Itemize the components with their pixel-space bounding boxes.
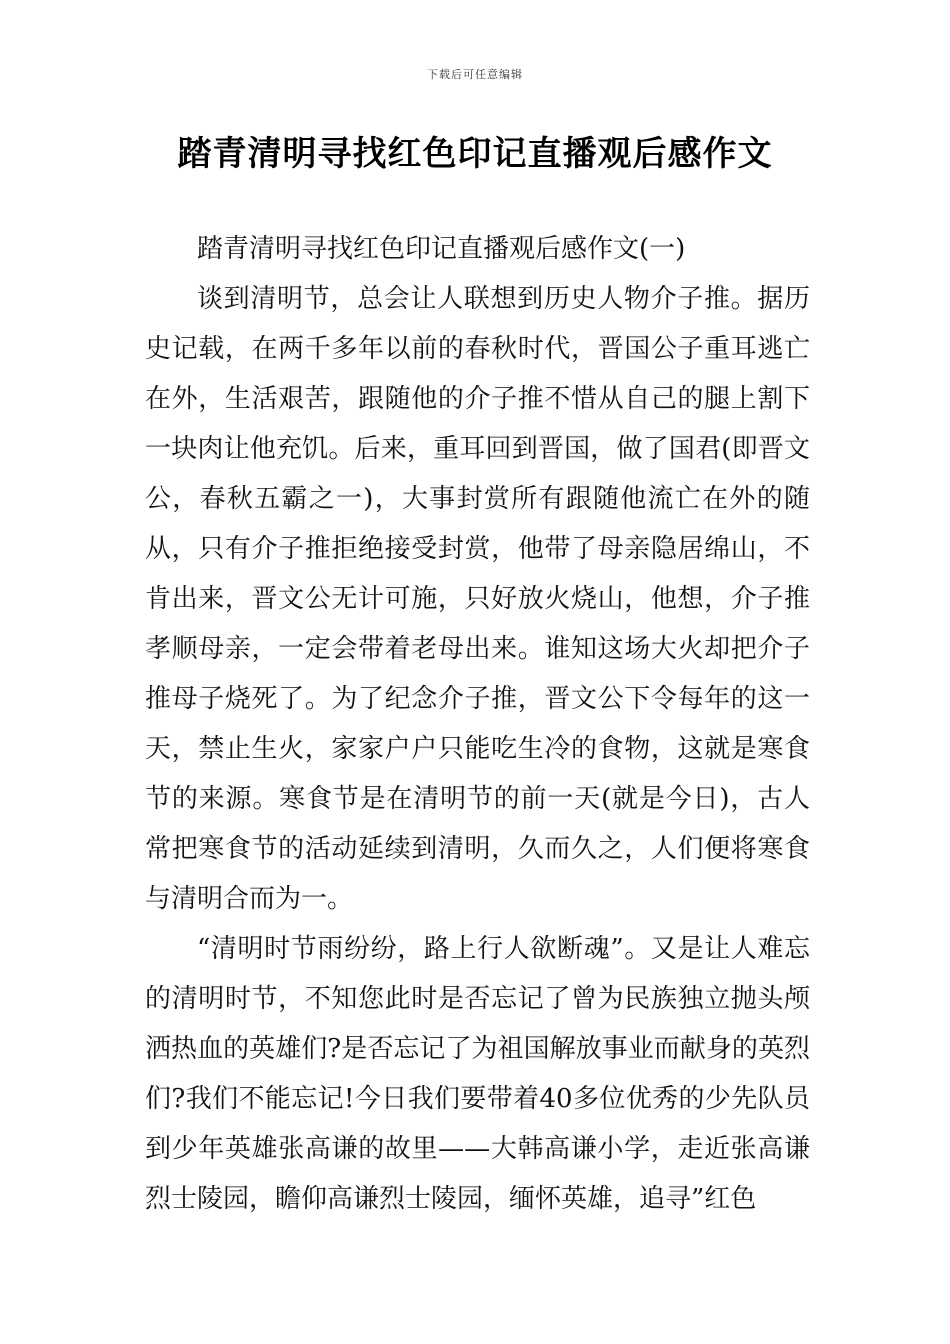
document-body [145, 224, 810, 1224]
header-note: 下载后可任意编辑 [427, 68, 523, 81]
paragraph: 谈到清明节，总会让人联想到历史人物介子推。据历史记载，在两千多年以前的春秋时代，晋国公子重耳逃亡在外，生活艰苦，跟随他的介子推不惜从自己的腿上割下一块肉让他充饥。后来，重耳回到晋国，做了国君(即晋文公，春秋五霸之一)，大事封赏所有跟随他流亡在外的随从，只有介子推拒绝接受封赏，他带了母亲隐居绵山，不肯出来，晋文公无计可施，只好放火烧山，他想，介子推孝顺母亲，一定会带着老母出来。谁知这场大火却把介子推母子烧死了。为了纪念介子推，晋文公下令每年的这一天，禁止生火，家家户户只能吃生冷的食物，这就是寒食节的来源。寒食节是在清明节的前一天(就是今日)，古人常把寒食节的活动延续到清明，久而久之，人们便将寒食与清明合而为一。 [145, 284, 810, 914]
document-title: 踏青清明寻找红色印记直播观后感作文 [177, 134, 773, 174]
section-subtitle: 踏青清明寻找红色印记直播观后感作文(一) [197, 234, 686, 264]
paragraph: “清明时节雨纷纷，路上行人欲断魂”。又是让人难忘的清明时节，不知您此时是否忘记了曾为民族独立抛头颅洒热血的英雄们?是否忘记了为祖国解放事业而献身的英烈们?我们不能忘记!今日我们要带着40多位优秀的少先队员到少年英雄张高谦的故里——大韩高谦小学，走近张高谦烈士陵园，瞻仰高谦烈士陵园，缅怀英雄，追寻”红色 [145, 934, 810, 1214]
